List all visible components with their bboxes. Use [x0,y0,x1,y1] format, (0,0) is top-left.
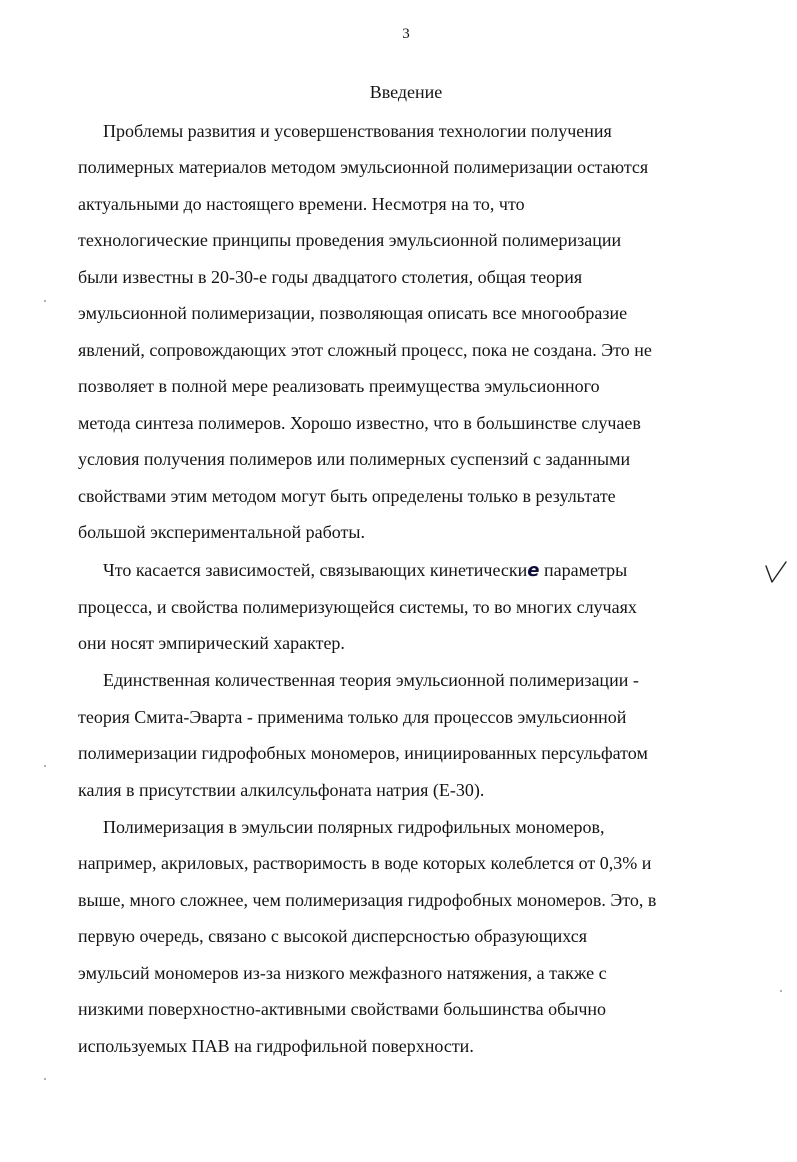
scan-speck [780,990,782,992]
text-line: метода синтеза полимеров. Хорошо известно, что в большинстве случаев [78,413,641,433]
text-line: теория Смита-Эварта - применима только для процессов эмульсионной [78,707,627,727]
text-line: выше, много сложнее, чем полимеризация гидрофобных мономеров. Это, в [78,890,657,910]
scan-speck [44,1078,46,1080]
text-line: свойствами этим методом могут быть определены только в результате [78,486,616,506]
text-line: используемых ПАВ на гидрофильной поверхности. [78,1036,474,1056]
text-line: низкими поверхностно-активными свойствами большинства обычно [78,999,607,1019]
scan-speck [44,765,46,767]
text-line: эмульсионной полимеризации, позволяющая описать все многообразие [78,303,628,323]
text-line: калия в присутствии алкилсульфоната натрия (Е-30). [78,780,485,800]
text-line [103,559,627,582]
text-line: полимеризации гидрофобных мономеров, инициированных персульфатом [78,743,648,763]
text-line: были известны в 20-30-е годы двадцатого столетия, общая теория [78,267,583,287]
text-line: первую очередь, связано с высокой дисперсностью образующихся [78,926,588,946]
text-line: Единственная количественная теория эмульсионной полимеризации - [103,670,639,690]
text-line: Полимеризация в эмульсии полярных гидрофильных мономеров, [103,817,605,837]
text-line: например, акриловых, растворимость в воде которых колеблется от 0,3% и [78,853,652,873]
text-line: эмульсий мономеров из-за низкого межфазного натяжения, а также с [78,963,607,983]
text-segment: параметры [539,560,628,580]
text-line: условия получения полимеров или полимерных суспензий с заданными [78,449,631,469]
scan-speck [44,300,46,302]
text-line: большой экспериментальной работы. [78,522,365,542]
text-line: полимерных материалов методом эмульсионной полимеризации остаются [78,157,649,177]
checkmark-icon [764,560,788,586]
text-line: актуальными до настоящего времени. Несмотря на то, что [78,194,525,214]
handwritten-correction: e [527,560,540,581]
page-number: 3 [402,26,410,42]
text-line: технологические принципы проведения эмульсионной полимеризации [78,230,622,250]
text-line: позволяет в полной мере реализовать преимущества эмульсионного [78,376,600,396]
text-line: Проблемы развития и усовершенствования технологии получения [103,121,612,141]
text-line: процесса, и свойства полимеризующейся системы, то во многих случаях [78,597,637,617]
page-title: Введение [369,82,443,102]
text-segment: Что касается зависимостей, связывающих кинетически [103,560,528,580]
text-line: явлений, сопровождающих этот сложный процесс, пока не создана. Это не [78,340,652,360]
text-line: они носят эмпирический характер. [78,633,345,653]
